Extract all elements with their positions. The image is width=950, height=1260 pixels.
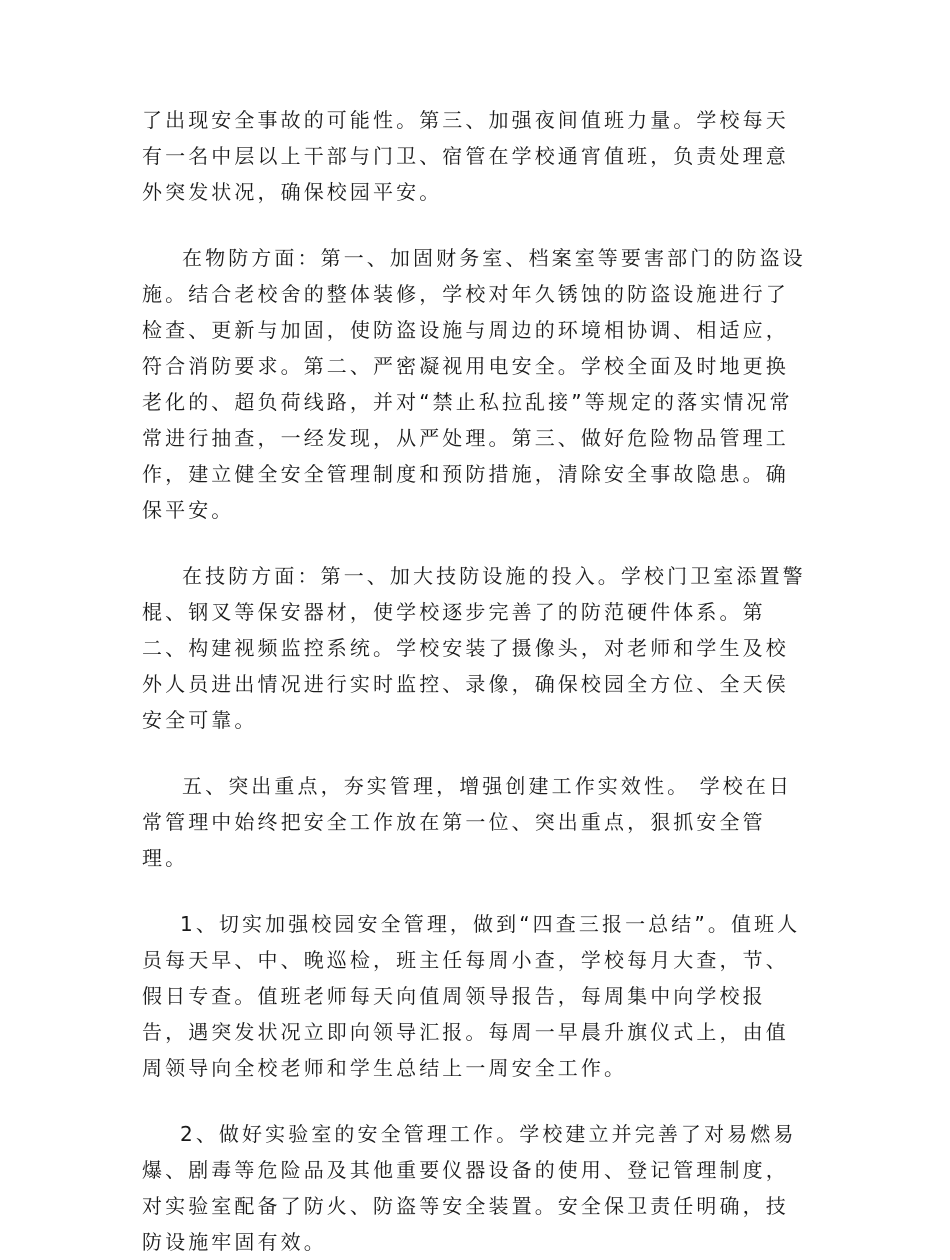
paragraph-item-2: 2、做好实验室的安全管理工作。学校建立并完善了对易燃易爆、剧毒等危险品及其他重要仪器设备的使用、登记管理制度，对实验室配备了防火、防盗等安全装置。安全保卫责任明确，技防设施牢固有效。 — [142, 1122, 797, 1254]
paragraph-item-1: 1、切实加强校园安全管理，做到“四查三报一总结”。值班人员每天早、中、晚巡检，班主任每周小查，学校每月大查，节、假日专查。值班老师每天向值周领导报告，每周集中向学校报告，遇突发状况立即向领导汇报。每周一早晨升旗仪式上，由值周领导向全校老师和学生总结上一周安全工作。 — [142, 912, 801, 1080]
paragraph-section-five-heading: 五、突出重点，夯实管理，增强创建工作实效性。 学校在日常管理中始终把安全工作放在第一位、突出重点，狠抓安全管理。 — [142, 774, 793, 870]
paragraph-physical-defense: 在物防方面：第一、加固财务室、档案室等要害部门的防盗设施。结合老校舍的整体装修，学校对年久锈蚀的防盗设施进行了检查、更新与加固，使防盗设施与周边的环境相协调、相适应，符合消防要求。第二、严密凝视用电安全。学校全面及时地更换老化的、超负荷线路，并对“禁止私拉乱接”等规定的落实情况常常进行抽查，一经发现，从严处理。第三、做好危险物品管理工作，建立健全安全管理制度和预防措施，清除安全事故隐患。确保平安。 — [142, 246, 806, 522]
paragraph-continuation: 了出现安全事故的可能性。第三、加强夜间值班力量。学校每天有一名中层以上干部与门卫、宿管在学校通宵值班，负责处理意外突发状况，确保校园平安。 — [142, 108, 789, 204]
paragraph-technical-defense: 在技防方面：第一、加大技防设施的投入。学校门卫室添置警棍、钢叉等保安器材，使学校逐步完善了的防范硬件体系。第二、构建视频监控系统。学校安装了摄像头，对老师和学生及校外人员进出情况进行实时监控、录像，确保校园全方位、全天侯安全可靠。 — [142, 564, 806, 732]
document-body — [142, 102, 810, 1260]
